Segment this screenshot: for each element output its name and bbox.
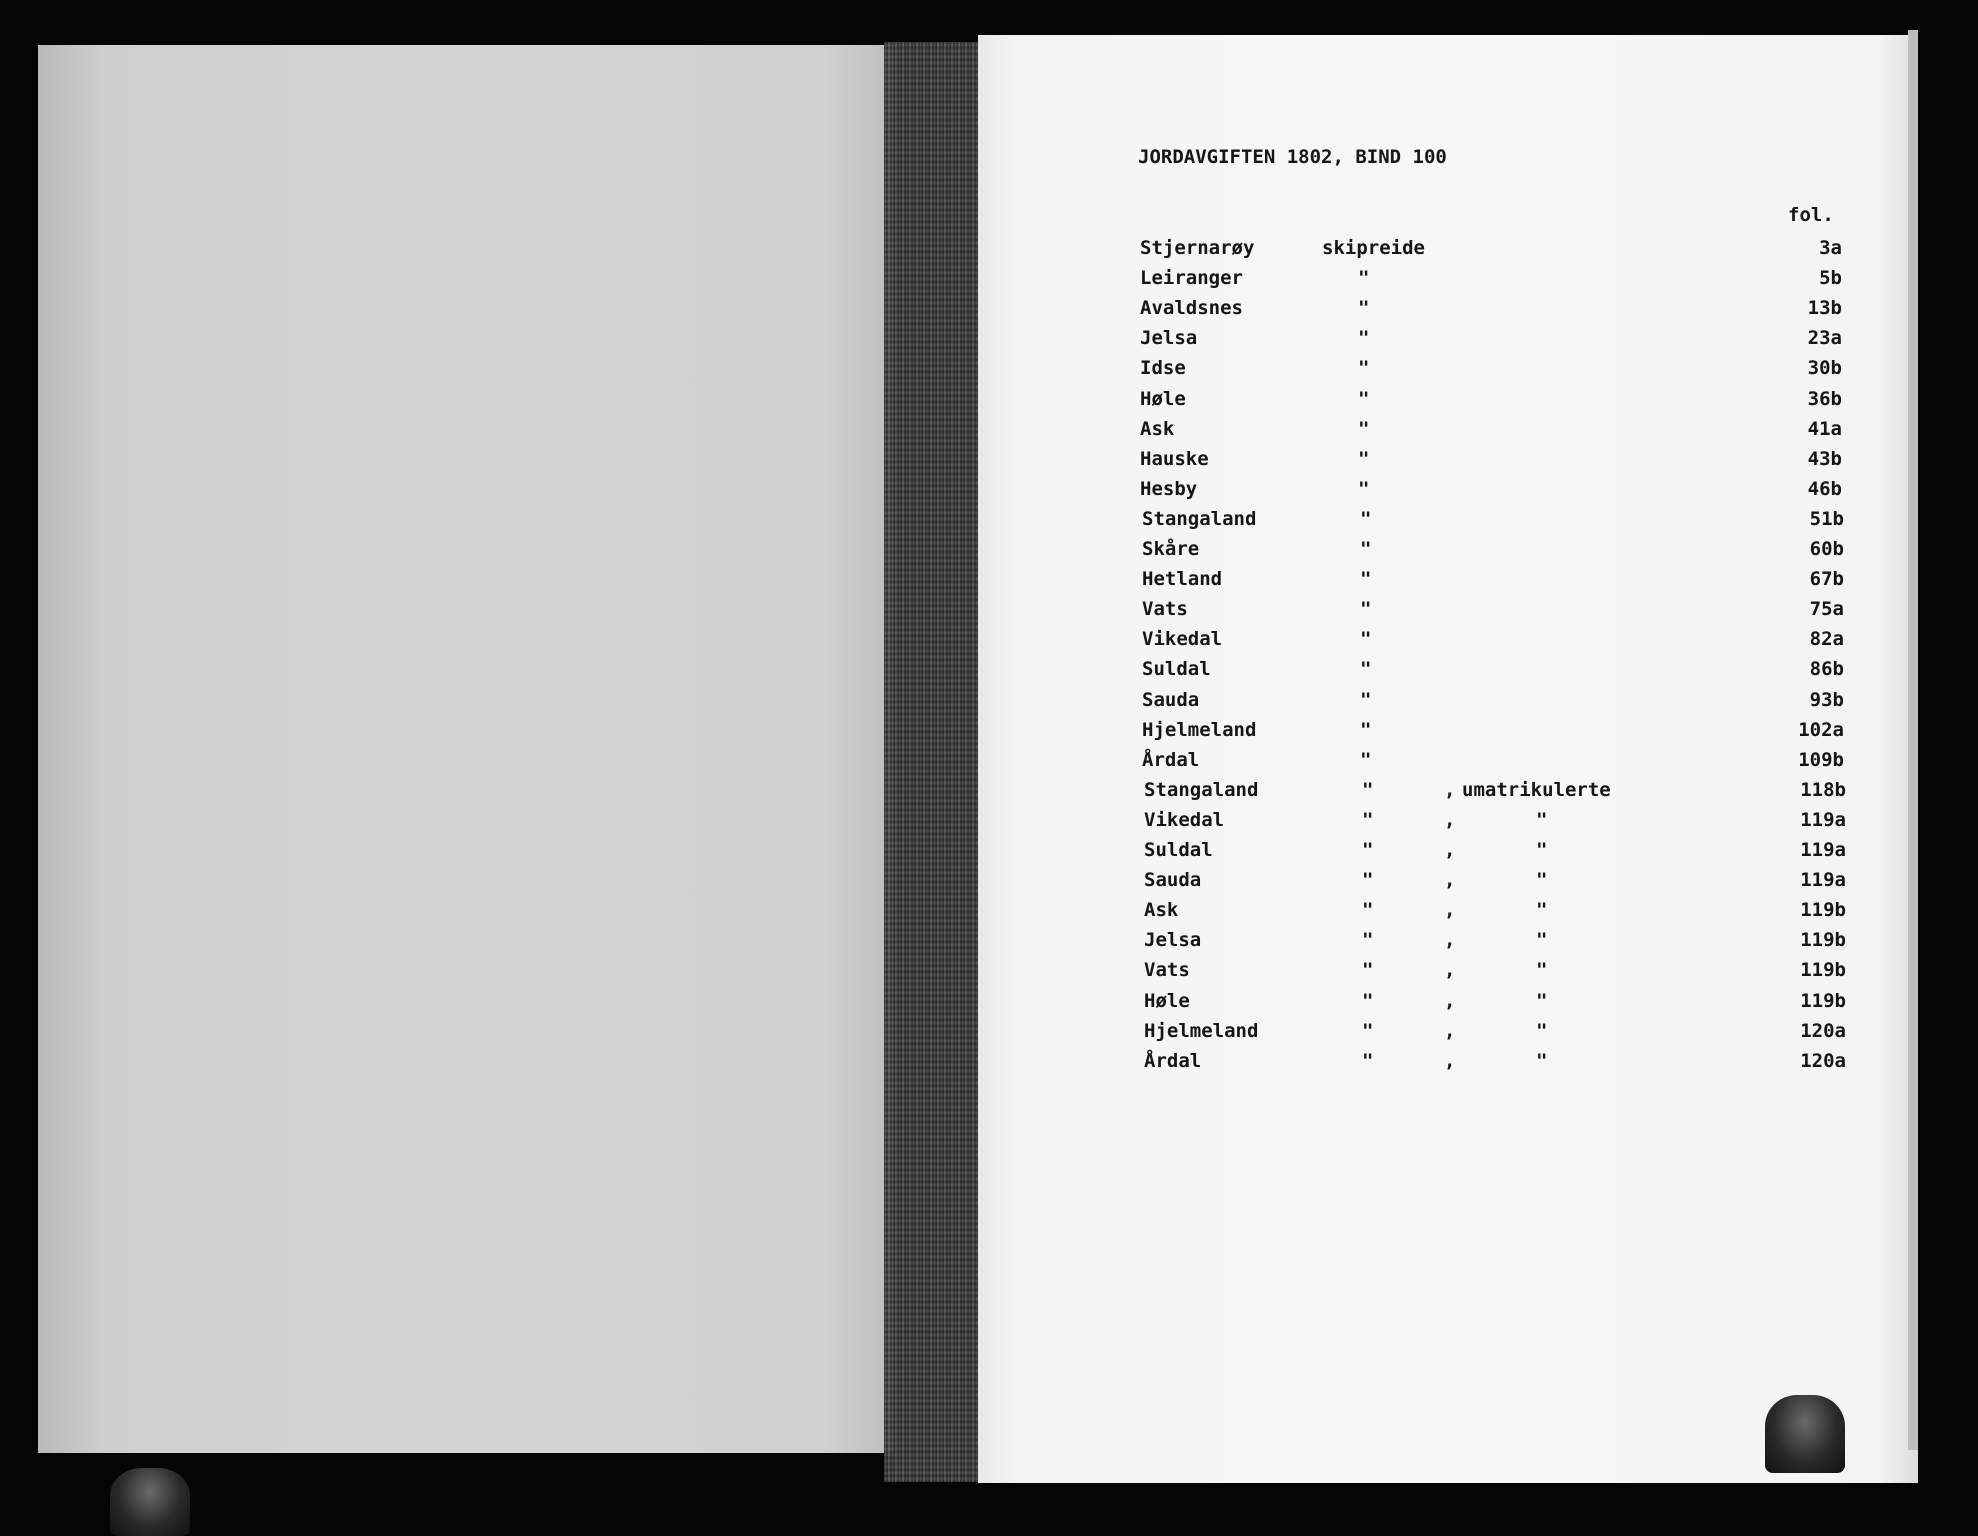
place-name: Jelsa (1140, 327, 1198, 350)
place-name: Vats (1144, 959, 1190, 982)
folio-number: 13b (1807, 297, 1842, 320)
left-blank-page (38, 45, 894, 1453)
place-name: Hjelmeland (1142, 718, 1257, 741)
place-name: Årdal (1142, 748, 1200, 771)
folio-number: 93b (1809, 688, 1844, 711)
folio-number: 119b (1800, 959, 1846, 982)
ditto-mark: " (1362, 989, 1374, 1012)
index-row (1140, 239, 1845, 263)
index-row (1140, 299, 1845, 323)
ditto-mark: " (1536, 869, 1548, 892)
comma-mark: , (1444, 959, 1456, 982)
place-name: Høle (1144, 989, 1190, 1012)
ditto-mark: " (1362, 808, 1374, 831)
page-edge (1908, 30, 1918, 1450)
place-name: Jelsa (1144, 929, 1202, 952)
folio-number: 46b (1807, 477, 1842, 500)
index-row (1140, 269, 1845, 293)
place-name: Hjelmeland (1144, 1019, 1259, 1042)
index-row (1144, 1049, 1849, 1076)
ditto-mark: " (1536, 1019, 1548, 1042)
ditto-mark: " (1536, 929, 1548, 952)
place-name: Hetland (1142, 568, 1223, 591)
book-spine-texture (884, 42, 984, 1482)
folio-number: 23a (1807, 327, 1842, 350)
folio-number: 43b (1807, 447, 1842, 470)
ditto-mark: " (1362, 778, 1374, 801)
ditto-mark: " (1362, 959, 1374, 982)
place-name: Vikedal (1144, 808, 1225, 831)
index-row (1144, 871, 1849, 895)
folio-number: 119b (1800, 989, 1846, 1012)
folio-number: 75a (1809, 598, 1844, 621)
ditto-mark: " (1362, 1019, 1374, 1042)
folio-number: 86b (1809, 658, 1844, 681)
ditto-mark: " (1362, 869, 1374, 892)
place-name: Stangaland (1142, 507, 1257, 530)
place-name: Suldal (1142, 658, 1211, 681)
ditto-mark: " (1360, 718, 1372, 741)
folio-number: 118b (1800, 778, 1846, 801)
district-type: skipreide (1322, 237, 1425, 259)
document-title: JORDAVGIFTEN 1802, BIND 100 (1138, 146, 1447, 168)
ditto-mark: " (1358, 477, 1370, 500)
folio-number: 102a (1798, 718, 1844, 741)
index-list (1140, 0, 1845, 1536)
comma-mark: , (1444, 839, 1456, 861)
ditto-mark: " (1360, 568, 1372, 591)
place-name: Avaldsnes (1140, 297, 1243, 320)
comma-mark: , (1444, 929, 1456, 952)
ditto-mark: " (1536, 989, 1548, 1012)
place-name: Hesby (1140, 477, 1198, 500)
index-row (1140, 447, 1845, 474)
index-row (1142, 570, 1847, 594)
folio-number: 120a (1800, 1019, 1846, 1042)
ditto-mark: " (1358, 387, 1370, 410)
index-row (1142, 600, 1847, 624)
place-name: Vikedal (1142, 628, 1223, 651)
comma-mark: , (1444, 778, 1456, 801)
index-row (1144, 989, 1849, 1016)
index-row (1142, 630, 1847, 654)
place-name: Idse (1140, 357, 1186, 380)
place-name: Ask (1140, 417, 1175, 440)
folio-number: 119b (1800, 929, 1846, 952)
ditto-mark: " (1362, 839, 1374, 861)
folio-number: 41a (1807, 417, 1842, 440)
ditto-mark: " (1360, 598, 1372, 621)
place-name: Stjernarøy (1140, 237, 1255, 259)
index-row (1140, 359, 1845, 383)
index-row (1142, 507, 1847, 534)
folio-number: 119a (1800, 869, 1846, 892)
place-name: Leiranger (1140, 267, 1243, 290)
ditto-mark: " (1536, 839, 1548, 861)
index-row (1144, 961, 1849, 985)
page-clip-left (110, 1468, 190, 1536)
ditto-mark: " (1358, 297, 1370, 320)
index-row (1142, 540, 1847, 564)
index-row (1144, 778, 1849, 805)
folio-number: 119b (1800, 899, 1846, 922)
place-name: Sauda (1144, 869, 1202, 892)
ditto-mark: " (1358, 267, 1370, 290)
place-name: Ask (1144, 899, 1179, 922)
unregistered-note: umatrikulerte (1462, 778, 1611, 801)
folio-number: 36b (1807, 387, 1842, 410)
ditto-mark: " (1360, 658, 1372, 681)
index-row (1144, 808, 1849, 835)
ditto-mark: " (1358, 327, 1370, 350)
ditto-mark: " (1360, 628, 1372, 651)
place-name: Skåre (1142, 538, 1200, 560)
ditto-mark: " (1360, 748, 1372, 771)
ditto-mark: " (1536, 1049, 1548, 1072)
folio-number: 120a (1800, 1049, 1846, 1072)
folio-number: 5b (1819, 267, 1842, 290)
index-row (1142, 718, 1847, 745)
ditto-mark: " (1536, 959, 1548, 982)
ditto-mark: " (1362, 929, 1374, 952)
comma-mark: , (1444, 1019, 1456, 1042)
folio-number: 67b (1809, 568, 1844, 591)
index-row (1144, 841, 1849, 865)
ditto-mark: " (1360, 538, 1372, 560)
comma-mark: , (1444, 899, 1456, 922)
ditto-mark: " (1362, 899, 1374, 922)
index-row (1144, 901, 1849, 925)
comma-mark: , (1444, 808, 1456, 831)
place-name: Suldal (1144, 839, 1213, 861)
ditto-mark: " (1358, 357, 1370, 380)
folio-header: fol. (1788, 204, 1834, 226)
ditto-mark: " (1362, 1049, 1374, 1072)
ditto-mark: " (1358, 417, 1370, 440)
index-row (1144, 931, 1849, 955)
ditto-mark: " (1360, 688, 1372, 711)
comma-mark: , (1444, 1049, 1456, 1072)
folio-number: 119a (1800, 839, 1846, 861)
folio-number: 109b (1798, 748, 1844, 771)
place-name: Sauda (1142, 688, 1200, 711)
index-row (1144, 1019, 1849, 1046)
folio-number: 3a (1819, 237, 1842, 259)
index-row (1142, 688, 1847, 715)
folio-number: 82a (1809, 628, 1844, 651)
folio-number: 60b (1809, 538, 1844, 560)
index-row (1142, 748, 1847, 775)
ditto-mark: " (1536, 808, 1548, 831)
ditto-mark: " (1536, 899, 1548, 922)
comma-mark: , (1444, 869, 1456, 892)
comma-mark: , (1444, 989, 1456, 1012)
place-name: Hauske (1140, 447, 1209, 470)
folio-number: 51b (1809, 507, 1844, 530)
folio-number: 119a (1800, 808, 1846, 831)
place-name: Høle (1140, 387, 1186, 410)
index-row (1140, 329, 1845, 353)
index-row (1140, 477, 1845, 504)
ditto-mark: " (1360, 507, 1372, 530)
index-row (1140, 387, 1845, 414)
ditto-mark: " (1358, 447, 1370, 470)
folio-number: 30b (1807, 357, 1842, 380)
index-row (1142, 660, 1847, 684)
index-row (1140, 417, 1845, 444)
place-name: Stangaland (1144, 778, 1259, 801)
place-name: Vats (1142, 598, 1188, 621)
place-name: Årdal (1144, 1049, 1202, 1072)
